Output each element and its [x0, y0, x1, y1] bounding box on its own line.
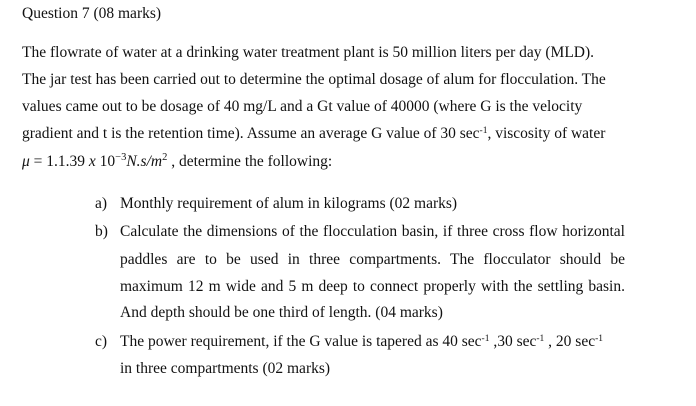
- unit-exponent: 2: [162, 152, 168, 163]
- viscosity-exponent: −3: [115, 152, 127, 163]
- item-b-line-1: Calculate the dimensions of the flocculation basin, if three cross flow horizontal: [120, 223, 625, 240]
- intro-line-1: The flowrate of water at a drinking water treatment plant is 50 million liters per day (MLD).: [22, 44, 595, 61]
- viscosity-unit: N.s/m: [126, 153, 163, 170]
- mu-symbol: μ: [22, 153, 30, 170]
- exponent: -1: [481, 334, 490, 344]
- intro-line-4: [22, 120, 682, 147]
- viscosity-base: 10: [95, 153, 116, 170]
- intro-line-4-tail: , viscosity of water: [487, 125, 606, 142]
- times-symbol: x: [88, 153, 96, 170]
- item-c-line-1: [120, 328, 625, 355]
- item-b-line-3: maximum 12 m wide and 5 m deep to connect properly with the settling basin.: [120, 278, 625, 295]
- item-c-text: The power requirement, if the G value is tapered as 40 sec: [120, 333, 482, 350]
- viscosity-equals: = 1.1.39: [29, 153, 89, 170]
- item-a-text: Monthly requirement of alum in kilograms (02 marks): [120, 195, 458, 212]
- item-b-line-2: paddles are to be used in three compartments. The flocculator should be: [120, 251, 625, 268]
- intro-line-5: [22, 148, 682, 175]
- item-c-text: ,30 sec: [489, 333, 537, 350]
- item-c-line-2: in three compartments (02 marks): [120, 360, 331, 377]
- item-a-label: a): [95, 195, 108, 212]
- item-b-line-4: And depth should be one third of length. (04 marks): [120, 304, 443, 321]
- question-title: Question 7 (08 marks): [22, 5, 162, 22]
- item-c-label: c): [95, 333, 108, 350]
- exponent: -1: [536, 334, 545, 344]
- exponent: -1: [479, 126, 488, 136]
- intro-line-5-tail: , determine the following:: [167, 153, 333, 170]
- intro-line-3: values came out to be dosage of 40 mg/L and a Gt value of 40000 (where G is the velocity: [22, 98, 583, 115]
- exponent: -1: [595, 334, 604, 344]
- item-b-label: b): [95, 223, 108, 240]
- intro-line-2: The jar test has been carried out to determine the optimal dosage of alum for flocculation. The: [22, 71, 606, 88]
- intro-line-4-text: gradient and t is the retention time). Assume an average G value of 30 sec: [22, 125, 480, 142]
- item-c-text: , 20 sec: [544, 333, 596, 350]
